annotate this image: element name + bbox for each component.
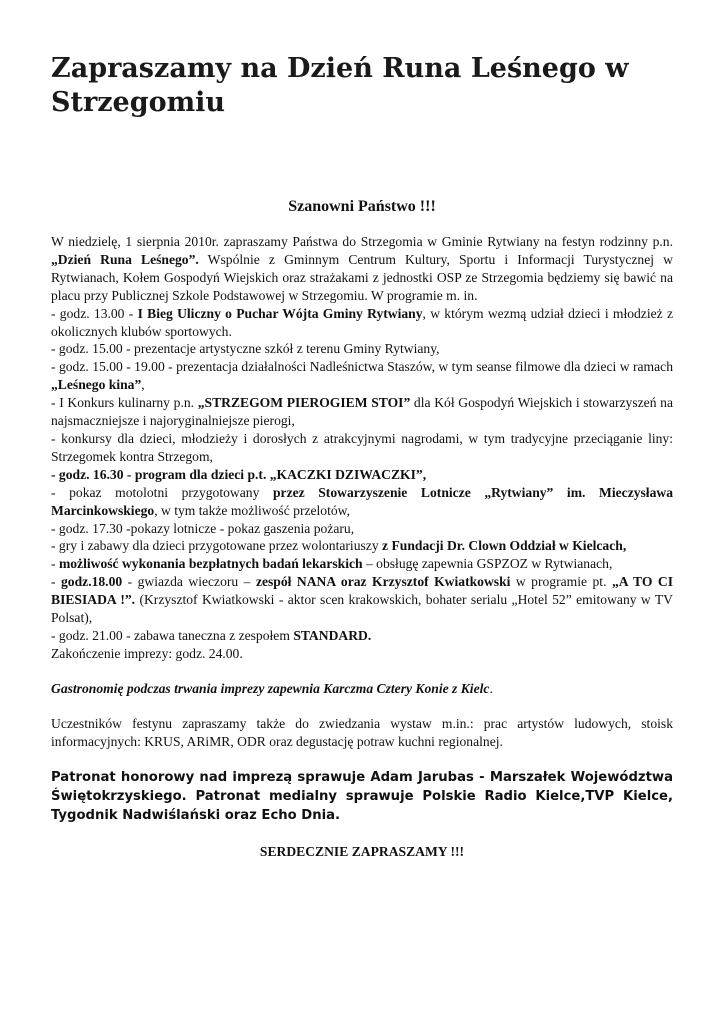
program-item-contests: - konkursy dla dzieci, młodzieży i dorosłych z atrakcyjnymi nagrodami, w tym tradycyjne przeciąganie liny: Strzegomek kontra Strzegom, bbox=[51, 430, 673, 464]
program-item-school: - godz. 15.00 - prezentacje artystyczne szkół z terenu Gminy Rytwiany, bbox=[51, 341, 440, 357]
program-item-airshow: - godz. 17.30 -pokazy lotnicze - pokaz gaszenia pożaru, bbox=[51, 520, 355, 536]
program-item-forestry: - godz. 15.00 - 19.00 - prezentacja działalności Nadleśnictwa Staszów, w tym seanse filmowe dla dzieci w ramach „Leśnego kina”, bbox=[51, 359, 673, 393]
program-item-kids: - godz. 16.30 - program dla dzieci p.t. „KACZKI DZIWACZKI”, bbox=[51, 466, 427, 482]
program-item-concert: - godz.18.00 - gwiazda wieczoru – zespół NANA oraz Krzysztof Kwiatkowski w programie pt. „A TO CI BIESIADA !”. (Krzysztof Kwiatkowski - aktor scen krakowskich, bohater serialu „Hotel 52” emitowany w TV Polsat), bbox=[51, 574, 673, 626]
program-item-paraglider: - pokaz motolotni przygotowany przez Stowarzyszenie Lotnicze „Rytwiany” im. Mieczysława Marcinkowskiego, w tym także możliwość przelotów, bbox=[51, 484, 673, 518]
exhibitions-paragraph: Uczestników festynu zapraszamy także do zwiedzania wystaw m.in.: prac artystów ludowych, stoisk informacyjnych: KRUS, ARiMR, ODR oraz degustację potraw kuchni regionalnej. bbox=[51, 715, 673, 749]
program-item-cooking: - I Konkurs kulinarny p.n. „STRZEGOM PIEROGIEM STOI” dla Kół Gospodyń Wiejskich i stowarzyszeń na najsmaczniejsze i najoryginalniejsze pierogi, bbox=[51, 395, 673, 429]
patronage-paragraph: Patronat honorowy nad imprezą sprawuje Adam Jarubas - Marszałek Województwa Świętokrzyskiego. Patronat medialny sprawuje Polskie Radio Kielce,TVP Kielce, Tygodnik Nadwiślański oraz Echo Dnia. bbox=[51, 770, 673, 824]
program-item-games: - gry i zabawy dla dzieci przygotowane przez wolontariuszy z Fundacji Dr. Clown Oddział w Kielcach, bbox=[51, 538, 627, 554]
gastronomy-note: Gastronomię podczas trwania imprezy zapewnia Karczma Cztery Konie z Kielc. bbox=[51, 680, 493, 696]
program-item-run: - godz. 13.00 - I Bieg Uliczny o Puchar Wójta Gminy Rytwiany, w którym wezmą udział dzieci i młodzież z okolicznych klubów sportowych. bbox=[51, 305, 673, 339]
greeting: Szanowni Państwo !!! bbox=[288, 198, 436, 215]
closing-line: SERDECZNIE ZAPRASZAMY !!! bbox=[259, 844, 465, 860]
document-body bbox=[51, 233, 673, 861]
intro-paragraph: W niedzielę, 1 sierpnia 2010r. zapraszamy Państwa do Strzegomia w Gminie Rytwiany na festyn rodzinny p.n. „Dzień Runa Leśnego”. Wspólnie z Gminnym Centrum Kultury, Sportu i Informacji Turystycznej w Rytwianach, Kołem Gospodyń Wiejskich oraz strażakami z jednostki OSP ze Strzegomia będziemy się bawić na placu przy Publicznej Szkole Podstawowej w Strzegomiu. W programie m. in. bbox=[51, 234, 673, 303]
program-item-medical: - możliwość wykonania bezpłatnych badań lekarskich – obsługę zapewnia GSPZOZ w Rytwianach, bbox=[51, 556, 613, 572]
page-title: Zapraszamy na Dzień Runa Leśnego w Strzegomiu bbox=[51, 53, 629, 118]
event-end: Zakończenie imprezy: godz. 24.00. bbox=[51, 645, 243, 661]
program-item-dance: - godz. 21.00 - zabawa taneczna z zespołem STANDARD. bbox=[51, 627, 372, 643]
